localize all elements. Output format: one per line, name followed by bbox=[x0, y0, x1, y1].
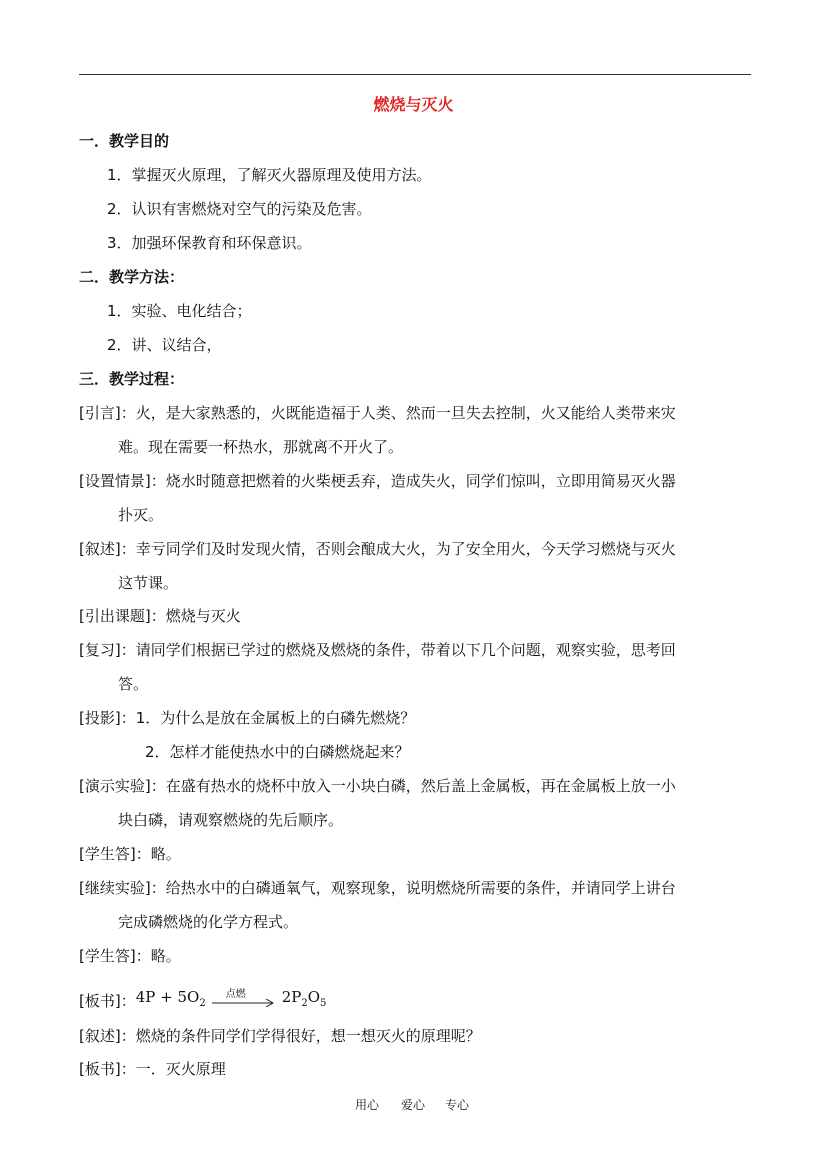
equation-reactants: $4P + 5O_2$ bbox=[135, 988, 206, 1009]
section-heading-methods: 二．教学方法： bbox=[79, 268, 185, 286]
footer-word: 爱心 bbox=[401, 1098, 426, 1112]
reaction-arrow bbox=[212, 988, 276, 1011]
process-line: [引言]：火，是大家熟悉的，火既能造福于人类、然而一旦失去控制，火又能给人类带来灾 bbox=[79, 404, 676, 422]
footer-word: 专心 bbox=[445, 1098, 470, 1112]
process-line: [投影]：1．为什么是放在金属板上的白磷先燃烧？ bbox=[79, 709, 416, 727]
document-title: 燃烧与灭火 bbox=[373, 95, 454, 114]
chemical-equation bbox=[79, 987, 326, 1014]
process-line: [叙述]：幸亏同学们及时发现火情，否则会酿成大火，为了安全用火，今天学习燃烧与灭火 bbox=[79, 540, 676, 558]
process-line: 完成磷燃烧的化学方程式。 bbox=[118, 913, 299, 931]
reaction-condition: 点燃 bbox=[225, 988, 246, 1000]
arrow-icon bbox=[212, 999, 276, 1007]
process-line: [设置情景]：烧水时随意把燃着的火柴梗丢弃，造成失火，同学们惊叫，立即用简易灭火器 bbox=[79, 472, 676, 490]
objective-item: 2．认识有害燃烧对空气的污染及危害。 bbox=[107, 200, 372, 218]
process-line: [学生答]：略。 bbox=[79, 947, 181, 965]
process-line: [演示实验]：在盛有热水的烧杯中放入一小块白磷，然后盖上金属板，再在金属板上放一小 bbox=[79, 777, 676, 795]
equation-label: [板书]： bbox=[79, 991, 136, 1010]
section-heading-process: 三．教学过程： bbox=[79, 370, 185, 388]
process-line: [引出课题]：燃烧与灭火 bbox=[79, 607, 241, 625]
equation-product: $2P_2O_5$ bbox=[281, 988, 327, 1009]
objective-item: 3．加强环保教育和环保意识。 bbox=[107, 234, 312, 252]
process-line: [学生答]：略。 bbox=[79, 845, 181, 863]
narration-line: [叙述]：燃烧的条件同学们学得很好，想一想灭火的原理呢？ bbox=[79, 1027, 481, 1045]
method-item: 1．实验、电化结合； bbox=[107, 302, 252, 320]
section-heading-objectives: 一．教学目的 bbox=[79, 132, 170, 150]
header-rule bbox=[79, 74, 751, 75]
method-item: 2．讲、议结合， bbox=[107, 336, 222, 354]
process-line: 难。现在需要一杯热水，那就离不开火了。 bbox=[118, 438, 404, 456]
footer-word: 用心 bbox=[355, 1098, 380, 1112]
process-line: 这节课。 bbox=[118, 574, 179, 592]
process-line: [复习]：请同学们根据已学过的燃烧及燃烧的条件，带着以下几个问题，观察实验，思考回 bbox=[79, 641, 676, 659]
process-line: 块白磷，请观察燃烧的先后顺序。 bbox=[118, 811, 344, 829]
process-line: [继续实验]：给热水中的白磷通氧气，观察现象，说明燃烧所需要的条件，并请同学上讲台 bbox=[79, 879, 676, 897]
board-note-line: [板书]：一．灭火原理 bbox=[79, 1060, 226, 1078]
process-line: 答。 bbox=[118, 675, 149, 693]
objective-item: 1．掌握灭火原理，了解灭火器原理及使用方法。 bbox=[107, 166, 432, 184]
process-line: 2．怎样才能使热水中的白磷燃烧起来？ bbox=[145, 743, 410, 761]
process-line: 扑灭。 bbox=[118, 506, 164, 524]
